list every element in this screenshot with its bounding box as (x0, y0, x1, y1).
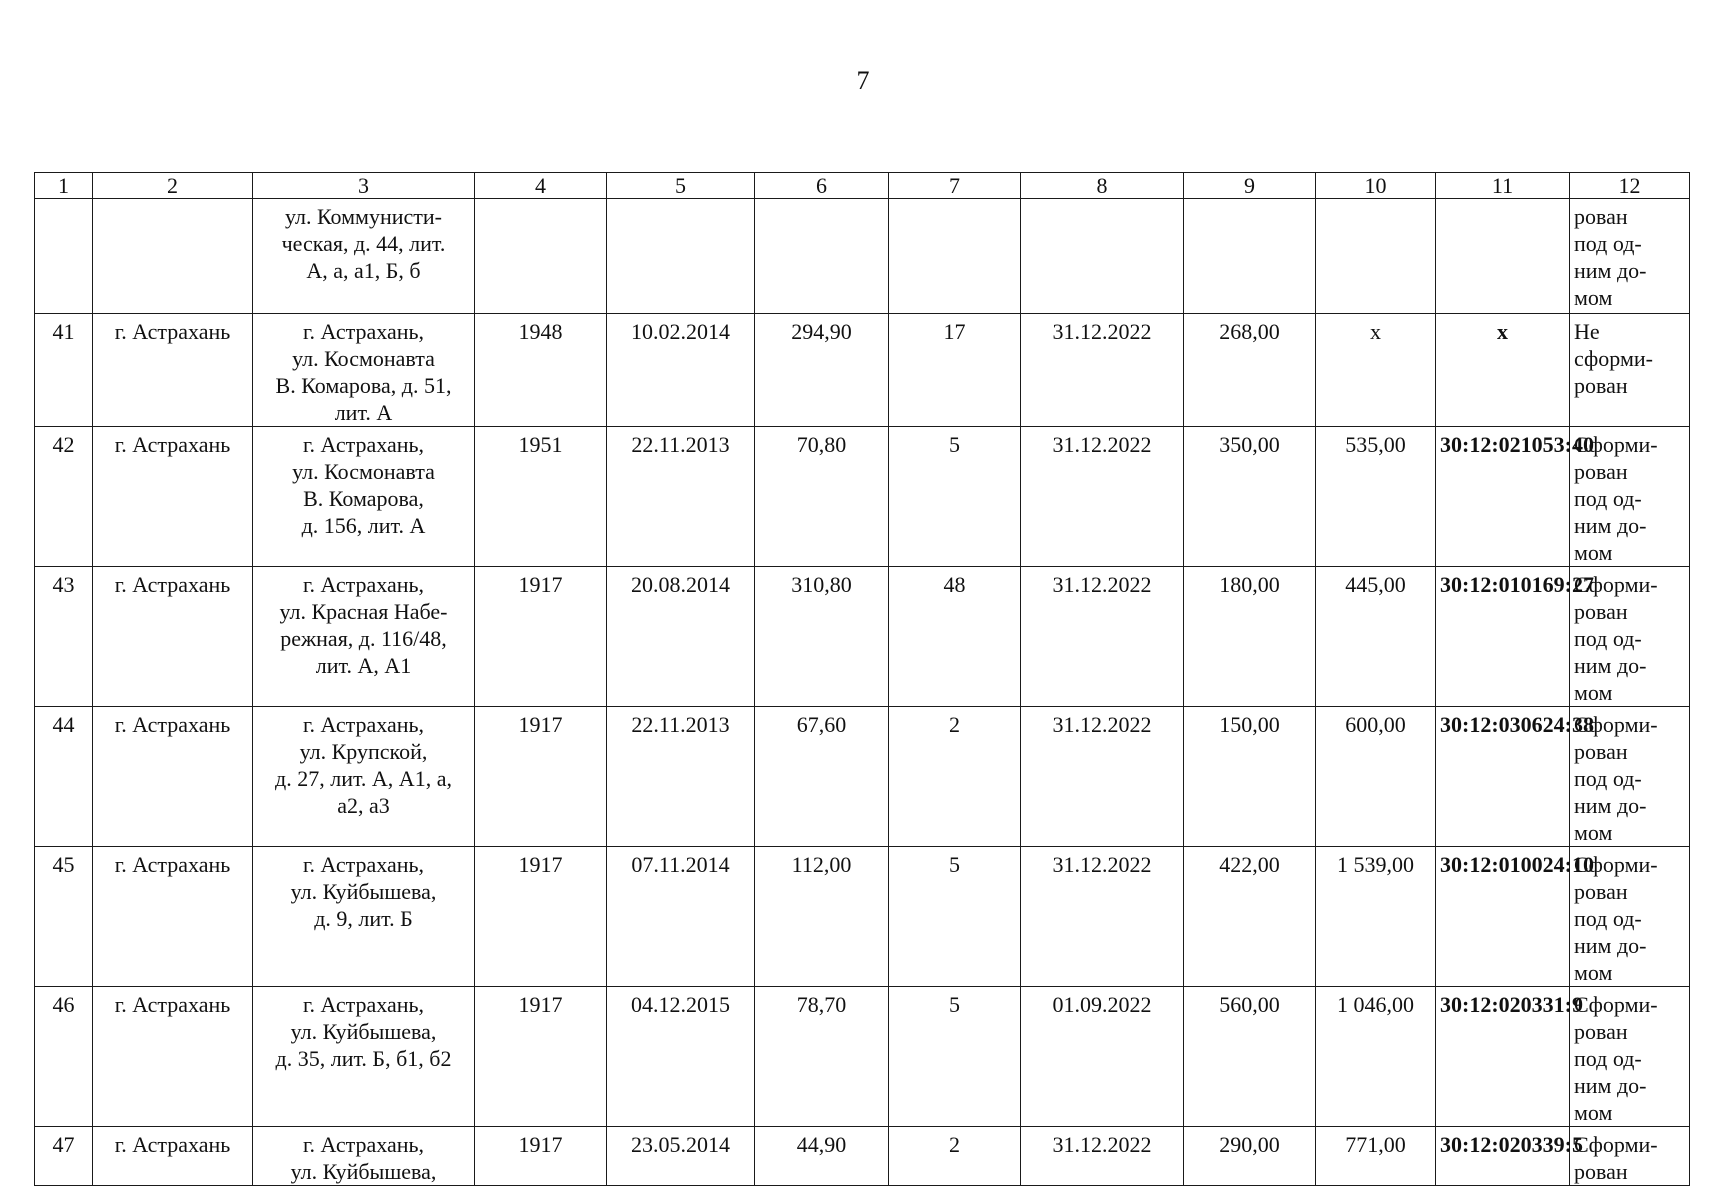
cell-col9 (1184, 199, 1316, 314)
cell-address: г. Астрахань, ул. Космонавта В. Комарова, д. 51, лит. А (253, 314, 475, 427)
cell-plan-date: 31.12.2022 (1021, 427, 1184, 567)
cell-status: Не сформи- рован (1570, 314, 1690, 427)
cell-area: 310,80 (755, 567, 889, 707)
cell-num: 47 (35, 1127, 93, 1186)
cell-address: г. Астрахань, ул. Крупской, д. 27, лит. А, А1, а, а2, а3 (253, 707, 475, 847)
cell-address: г. Астрахань, ул. Космонавта В. Комарова, д. 156, лит. А (253, 427, 475, 567)
cell-col10: х (1316, 314, 1436, 427)
cell-date: 22.11.2013 (607, 707, 755, 847)
cell-area: 70,80 (755, 427, 889, 567)
table-row (35, 987, 1690, 1127)
cell-date: 04.12.2015 (607, 987, 755, 1127)
cell-count: 5 (889, 427, 1021, 567)
cell-num: 46 (35, 987, 93, 1127)
cell-status: Сформи- рован под од- ним до- мом (1570, 427, 1690, 567)
cell-count: 5 (889, 987, 1021, 1127)
cell-plan-date: 01.09.2022 (1021, 987, 1184, 1127)
cell-col9: 290,00 (1184, 1127, 1316, 1186)
cell-date (607, 199, 755, 314)
cell-date: 10.02.2014 (607, 314, 755, 427)
table-row (35, 567, 1690, 707)
cell-status: рован под од- ним до- мом (1570, 199, 1690, 314)
cell-cadastral: 30:12:020331:9 (1436, 987, 1570, 1127)
cell-cadastral: х (1436, 314, 1570, 427)
cell-status: Сформи- рован под од- ним до- мом (1570, 567, 1690, 707)
cell-num (35, 199, 93, 314)
page-number: 7 (856, 66, 870, 95)
cell-num: 45 (35, 847, 93, 987)
column-header: 3 (253, 173, 475, 199)
cell-city: г. Астрахань (93, 567, 253, 707)
cell-plan-date: 31.12.2022 (1021, 567, 1184, 707)
column-header: 10 (1316, 173, 1436, 199)
table-header-row (35, 173, 1690, 199)
cell-status: Сформи- рован под од- ним до- мом (1570, 707, 1690, 847)
cell-count: 2 (889, 1127, 1021, 1186)
cell-year: 1917 (475, 567, 607, 707)
cell-cadastral: 30:12:010024:10 (1436, 847, 1570, 987)
cell-year: 1917 (475, 707, 607, 847)
cell-count: 5 (889, 847, 1021, 987)
housing-table (34, 172, 1690, 1186)
cell-count: 17 (889, 314, 1021, 427)
cell-date: 07.11.2014 (607, 847, 755, 987)
cell-city: г. Астрахань (93, 427, 253, 567)
cell-num: 44 (35, 707, 93, 847)
cell-num: 42 (35, 427, 93, 567)
cell-area: 78,70 (755, 987, 889, 1127)
cell-city (93, 199, 253, 314)
table-row (35, 847, 1690, 987)
column-header: 11 (1436, 173, 1570, 199)
cell-plan-date: 31.12.2022 (1021, 314, 1184, 427)
cell-status: Сформи- рован под од- ним до- мом (1570, 987, 1690, 1127)
cell-cadastral (1436, 199, 1570, 314)
column-header: 8 (1021, 173, 1184, 199)
column-header: 6 (755, 173, 889, 199)
table-row (35, 427, 1690, 567)
cell-address: г. Астрахань, ул. Куйбышева, д. 9, лит. Б (253, 847, 475, 987)
cell-col10 (1316, 199, 1436, 314)
cell-address: г. Астрахань, ул. Куйбышева, (253, 1127, 475, 1186)
cell-city: г. Астрахань (93, 707, 253, 847)
cell-date: 20.08.2014 (607, 567, 755, 707)
cell-col10: 445,00 (1316, 567, 1436, 707)
cell-address: г. Астрахань, ул. Куйбышева, д. 35, лит. Б, б1, б2 (253, 987, 475, 1127)
cell-plan-date: 31.12.2022 (1021, 1127, 1184, 1186)
cell-cadastral: 30:12:030624:38 (1436, 707, 1570, 847)
cell-area: 67,60 (755, 707, 889, 847)
table-row (35, 707, 1690, 847)
column-header: 12 (1570, 173, 1690, 199)
cell-count: 2 (889, 707, 1021, 847)
cell-cadastral: 30:12:020339:5 (1436, 1127, 1570, 1186)
cell-col10: 600,00 (1316, 707, 1436, 847)
cell-date: 23.05.2014 (607, 1127, 755, 1186)
cell-col10: 771,00 (1316, 1127, 1436, 1186)
cell-year: 1951 (475, 427, 607, 567)
cell-plan-date: 31.12.2022 (1021, 707, 1184, 847)
cell-status: Сформи- рован (1570, 1127, 1690, 1186)
column-header: 4 (475, 173, 607, 199)
cell-plan-date: 31.12.2022 (1021, 847, 1184, 987)
cell-cadastral: 30:12:021053:40 (1436, 427, 1570, 567)
cell-status: Сформи- рован под од- ним до- мом (1570, 847, 1690, 987)
cell-city: г. Астрахань (93, 1127, 253, 1186)
cell-year: 1917 (475, 1127, 607, 1186)
cell-area (755, 199, 889, 314)
cell-year (475, 199, 607, 314)
column-header: 5 (607, 173, 755, 199)
cell-col10: 1 046,00 (1316, 987, 1436, 1127)
table-row-continuation (35, 199, 1690, 314)
cell-city: г. Астрахань (93, 987, 253, 1127)
cell-col9: 180,00 (1184, 567, 1316, 707)
cell-area: 112,00 (755, 847, 889, 987)
column-header: 1 (35, 173, 93, 199)
cell-year: 1917 (475, 847, 607, 987)
table-row (35, 314, 1690, 427)
cell-address: г. Астрахань, ул. Красная Набе- режная, д. 116/48, лит. А, А1 (253, 567, 475, 707)
column-header: 2 (93, 173, 253, 199)
column-header: 9 (1184, 173, 1316, 199)
cell-area: 294,90 (755, 314, 889, 427)
cell-col10: 535,00 (1316, 427, 1436, 567)
cell-col9: 560,00 (1184, 987, 1316, 1127)
cell-col9: 422,00 (1184, 847, 1316, 987)
table-row (35, 1127, 1690, 1186)
cell-city: г. Астрахань (93, 847, 253, 987)
cell-area: 44,90 (755, 1127, 889, 1186)
cell-year: 1948 (475, 314, 607, 427)
cell-num: 41 (35, 314, 93, 427)
cell-city: г. Астрахань (93, 314, 253, 427)
cell-col10: 1 539,00 (1316, 847, 1436, 987)
cell-num: 43 (35, 567, 93, 707)
cell-count (889, 199, 1021, 314)
cell-col9: 150,00 (1184, 707, 1316, 847)
cell-cadastral: 30:12:010169:27 (1436, 567, 1570, 707)
cell-plan-date (1021, 199, 1184, 314)
cell-count: 48 (889, 567, 1021, 707)
cell-year: 1917 (475, 987, 607, 1127)
cell-col9: 350,00 (1184, 427, 1316, 567)
cell-date: 22.11.2013 (607, 427, 755, 567)
column-header: 7 (889, 173, 1021, 199)
cell-address: ул. Коммунисти- ческая, д. 44, лит. А, а, а1, Б, б (253, 199, 475, 314)
cell-col9: 268,00 (1184, 314, 1316, 427)
